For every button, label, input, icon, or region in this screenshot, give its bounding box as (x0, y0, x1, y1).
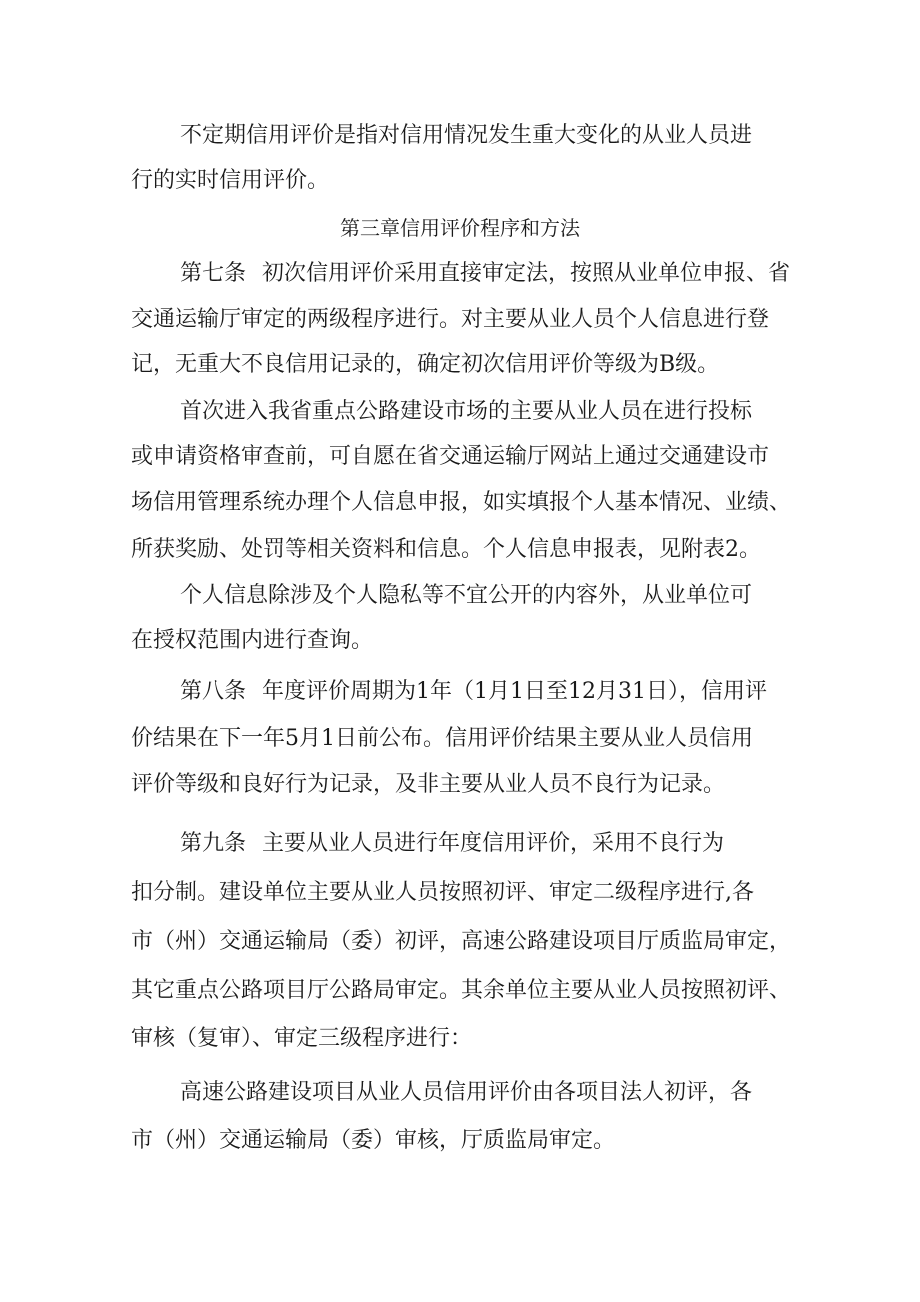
paragraph-line (0, 976, 920, 1006)
paragraph-line (0, 350, 920, 380)
paragraph-line (0, 535, 920, 565)
paragraph-line (0, 259, 920, 289)
text: 初次信用评价采用直接审定法，按照从业单位申报、省 (262, 261, 791, 286)
chapter-heading: 第三章信用评价程序和方法 (340, 216, 580, 240)
paragraph-line (0, 305, 920, 335)
paragraph-line (0, 878, 920, 908)
text: 交通运输厅审定的两级程序进行。对主要从业人员个人信息进行登 (131, 307, 770, 332)
text: 个人信息除涉及个人隐私等不宜公开的内容外，从业单位可 (180, 583, 753, 608)
text: 扣分制。建设单位主要从业人员按照初评、审定二级程序进行,各 (131, 880, 754, 905)
paragraph-line (0, 442, 920, 472)
paragraph-line (0, 677, 920, 707)
text: 其它重点公路项目厅公路局审定。其余单位主要从业人员按照初评、 (131, 978, 792, 1003)
text: 不定期信用评价是指对信用情况发生重大变化的从业人员进 (180, 123, 753, 148)
text: 在授权范围内进行查询。 (131, 628, 374, 653)
text: 审核（复审）、审定三级程序进行： (131, 1026, 473, 1051)
text: 年度评价周期为1年（1月1日至12月31日），信用评 (262, 679, 767, 704)
paragraph-line (0, 581, 920, 611)
paragraph-line (0, 1126, 920, 1156)
paragraph-line (0, 1078, 920, 1108)
paragraph-line (0, 724, 920, 754)
text: 所获奖励、处罚等相关资料和信息。个人信息申报表，见附表2。 (131, 537, 761, 562)
text: 行的实时信用评价。 (131, 168, 330, 193)
paragraph-line (0, 397, 920, 427)
text: 主要从业人员进行年度信用评价，采用不良行为 (262, 831, 725, 856)
article-label: 第九条 (180, 831, 247, 856)
paragraph-line (0, 770, 920, 800)
text: 价结果在下一年5月1日前公布。信用评价结果主要从业人员信用 (131, 726, 753, 751)
text: 场信用管理系统办理个人信息申报，如实填报个人基本情况、业绩、 (131, 490, 792, 515)
text: 市（州）交通运输局（委）审核，厅质监局审定。 (131, 1128, 616, 1153)
article-label: 第七条 (180, 261, 247, 286)
text: 首次进入我省重点公路建设市场的主要从业人员在进行投标 (180, 399, 753, 424)
text: 记，无重大不良信用记录的，确定初次信用评价等级为B级。 (131, 352, 720, 377)
text: 或申请资格审查前，可自愿在省交通运输厅网站上通过交通建设市 (131, 444, 770, 469)
paragraph-line (0, 1024, 920, 1054)
paragraph-line (0, 166, 920, 196)
paragraph-line (0, 488, 920, 518)
paragraph-line (0, 626, 920, 656)
text: 市（州）交通运输局（委）初评，高速公路建设项目厅质监局审定， (131, 929, 792, 954)
paragraph-line (0, 121, 920, 151)
text: 高速公路建设项目从业人员信用评价由各项目法人初评，各 (180, 1080, 753, 1105)
text: 评价等级和良好行为记录，及非主要从业人员不良行为记录。 (131, 772, 726, 797)
article-label: 第八条 (180, 679, 247, 704)
paragraph-line (0, 927, 920, 957)
paragraph-line (0, 829, 920, 859)
